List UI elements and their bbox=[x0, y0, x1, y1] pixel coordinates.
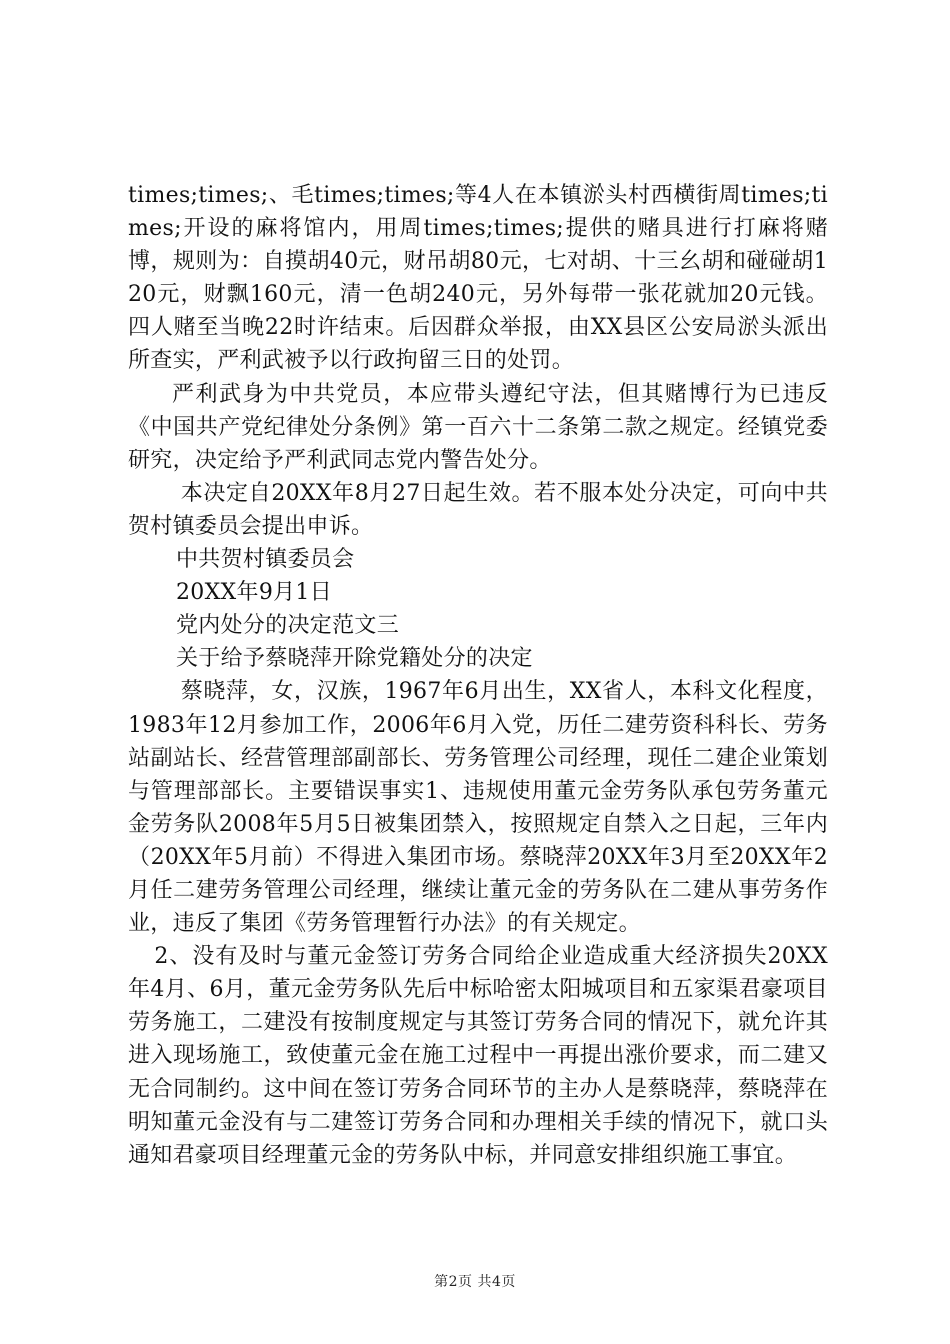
paragraph-violation: 严利武身为中共党员，本应带头遵纪守法，但其赌博行为已违反《中国共产党纪律处分条例》第一百六十二条第二款之规定。经镇党委研究，决定给予严利武同志党内警告处分。 bbox=[128, 381, 828, 473]
section-title: 党内处分的决定范文三 bbox=[176, 613, 400, 639]
paragraph-fact-2: 2、没有及时与董元金签订劳务合同给企业造成重大经济损失20XX年4月、6月，董元金劳务队先后中标哈密太阳城项目和五家渠君豪项目劳务施工，二建没有按制度规定与其签订劳务合同的情况下，就允许其进入现场施工，致使董元金在施工过程中一再提出涨价要求，而二建又无合同制约。这中间在签订劳务合同环节的主办人是蔡晓萍，蔡晓萍在明知董元金没有与二建签订劳务合同和办理相关手续的情况下，就口头通知君豪项目经理董元金的劳务队中标，并同意安排组织施工事宜。 bbox=[128, 944, 828, 1168]
issue-date: 20XX年9月1日 bbox=[176, 580, 333, 606]
page-footer: 第2页 共4页 bbox=[434, 1274, 516, 1290]
paragraph-gambling-details: times;times;、毛times;times;等4人在本镇淤头村西横街周times;times;开设的麻将馆内，用周times;times;提供的赌具进行打麻将赌博，规则为：自摸胡40元，财吊胡80元，七对胡、十三幺胡和碰碰胡120元，财飘160元，清一色胡240元，另外每带一张花就加20元钱。四人赌至当晚22时许结束。后因群众举报，由XX县区公安局淤头派出所查实，严利武被予以行政拘留三日的处罚。 bbox=[128, 183, 828, 374]
paragraph-profile-and-fact-1: 蔡晓萍，女，汉族，1967年6月出生，XX省人，本科文化程度，1983年12月参加工作，2006年6月入党，历任二建劳资科科长、劳务站副站长、经营管理部副部长、劳务管理公司经理，现任二建企业策划与管理部部长。主要错误事实1、违规使用董元金劳务队承包劳务董元金劳务队2008年5月5日被集团禁入，按照规定自禁入之日起，三年内（20XX年5月前）不得进入集团市场。蔡晓萍20XX年3月至20XX年2月任二建劳务管理公司经理，继续让董元金的劳务队在二建从事劳务作业，违反了集团《劳务管理暂行办法》的有关规定。 bbox=[128, 679, 828, 937]
document-body bbox=[128, 179, 828, 1172]
decision-title: 关于给予蔡晓萍开除党籍处分的决定 bbox=[176, 646, 533, 672]
issuer-signature: 中共贺村镇委员会 bbox=[176, 547, 355, 573]
paragraph-effective-date: 本决定自20XX年8月27日起生效。若不服本处分决定，可向中共贺村镇委员会提出申诉。 bbox=[128, 480, 828, 539]
